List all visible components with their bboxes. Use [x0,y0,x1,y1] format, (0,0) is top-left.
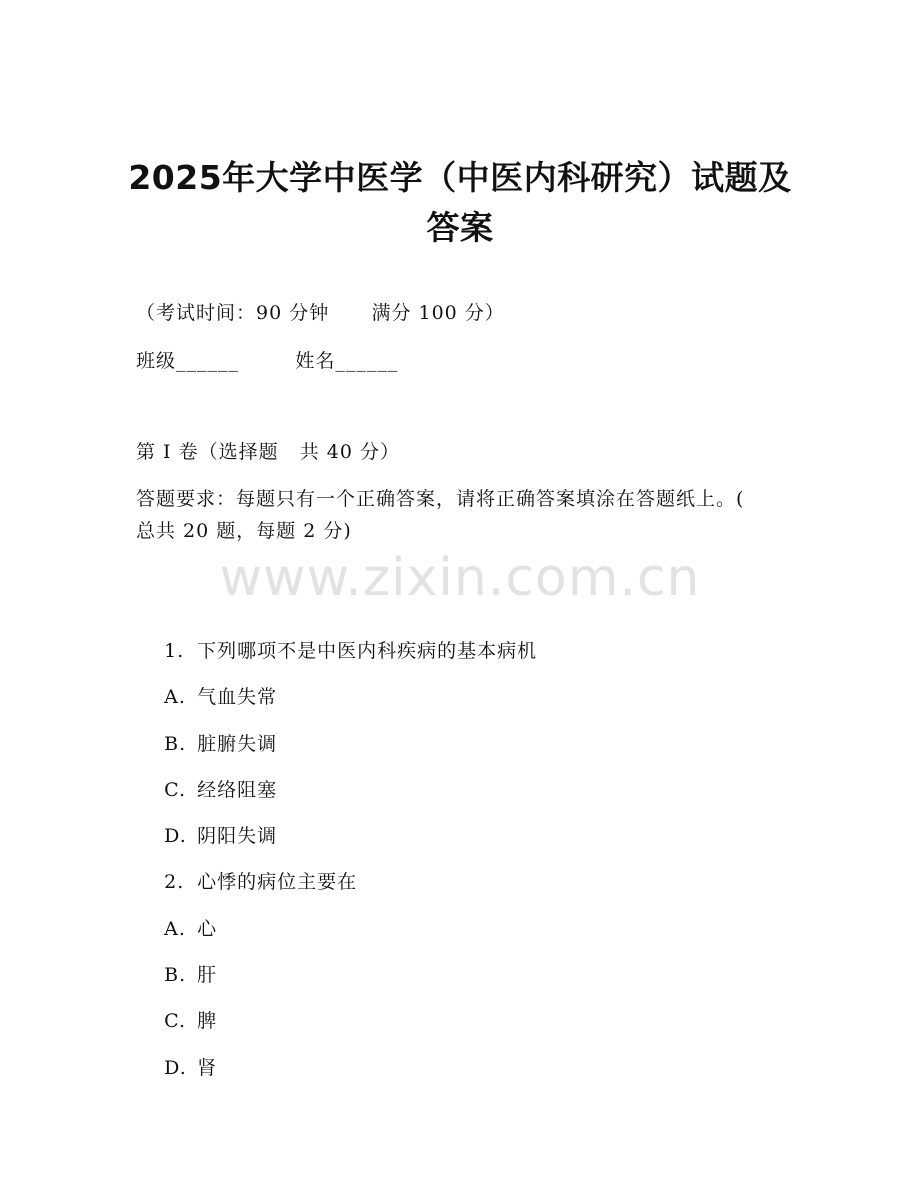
question-number: 1. [164,640,185,662]
option-text: 经络阻塞 [197,779,278,801]
document-title-line2: 答案 [426,208,494,247]
document-title-line1: 2025年大学中医学（中医内科研究）试题及 [128,158,792,197]
option-letter: A. [164,686,186,708]
option-letter: B. [164,964,187,986]
exam-info: （考试时间：90 分钟 满分 100 分） [136,302,505,324]
class-name-fields: 班级______ 姓名______ [136,350,399,372]
option-text: 脾 [197,1010,218,1032]
option-letter: D. [164,825,187,847]
instructions-line1: 答题要求：每题只有一个正确答案，请将正确答案填涂在答题纸上。( [136,488,745,510]
option-text: 肾 [197,1057,218,1079]
option-text: 阴阳失调 [197,825,278,847]
option-text: 气血失常 [197,686,278,708]
option-letter: B. [164,733,187,755]
option-letter: A. [164,918,186,940]
option-text: 心 [197,918,218,940]
option-letter: C. [164,1010,187,1032]
question-number: 2. [164,871,185,893]
instructions-line2: 总共 20 题，每题 2 分) [136,520,352,542]
option-text: 肝 [197,964,218,986]
section-heading: 第 I 卷（选择题 共 40 分） [136,441,400,463]
question-text: 心悸的病位主要在 [197,871,358,893]
option-letter: D. [164,1057,187,1079]
option-letter: C. [164,779,187,801]
watermark: www.zixin.com.cn [219,548,701,608]
option-text: 脏腑失调 [197,733,278,755]
question-2-option-d[interactable] [136,1029,217,1107]
question-text: 下列哪项不是中医内科疾病的基本病机 [197,640,538,662]
